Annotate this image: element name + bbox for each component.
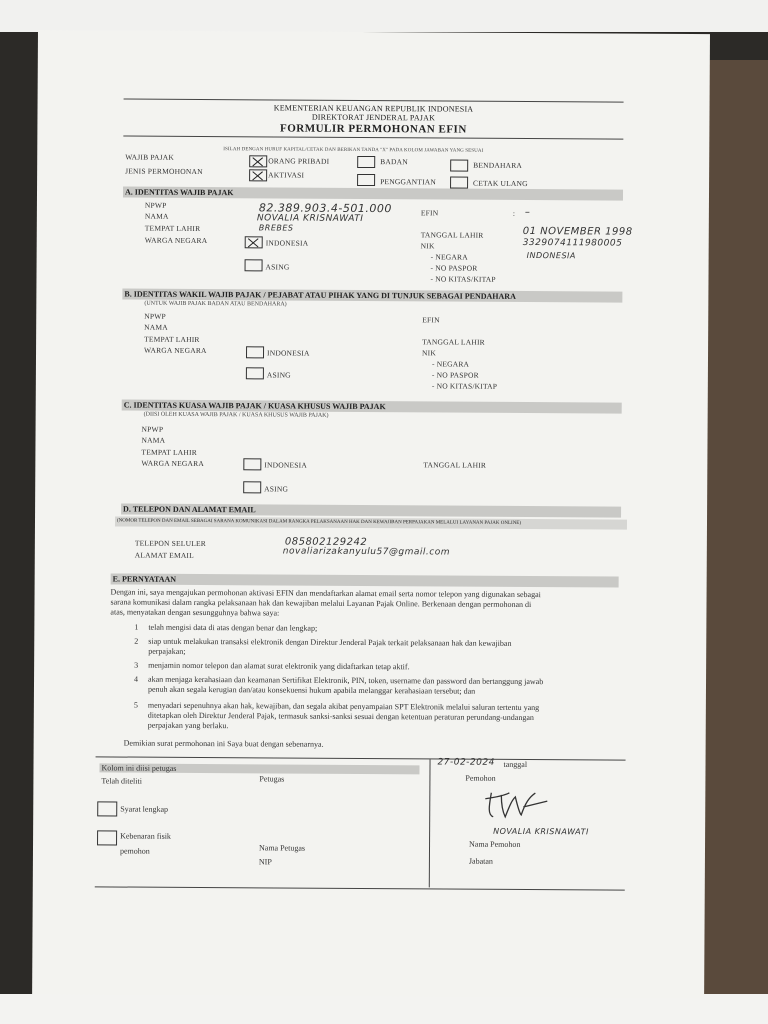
b-tempat-label: TEMPAT LAHIR: [144, 334, 200, 344]
orang-pribadi-checkbox[interactable]: [249, 155, 267, 167]
e-item-4-line-1: akan menjaga kerahasiaan dan keamanan Sertifikat Elektronik, PIN, token, username dan password dan bertanggung jawab: [148, 674, 544, 687]
a-tgl-value[interactable]: 01 NOVEMBER 1998: [522, 225, 633, 238]
b-nik-label: NIK: [422, 348, 436, 358]
penggantian-checkbox[interactable]: [357, 174, 375, 186]
section-c-title: C. IDENTITAS KUASA WAJIB PAJAK / KUASA KHUSUS WAJIB PAJAK: [122, 400, 622, 414]
nama-petugas-label: Nama Petugas: [258, 843, 306, 853]
badan-label: BADAN: [380, 157, 408, 167]
c-indonesia-label: INDONESIA: [264, 460, 308, 470]
aktivasi-checkbox[interactable]: [249, 169, 267, 181]
a-negara-label: - NEGARA: [430, 252, 468, 262]
e-item-2-line-2: perpajakan;: [148, 646, 186, 656]
kolom-petugas-label: Kolom ini diisi petugas: [101, 763, 177, 773]
e-item-3-line-1: menjamin nomor telepon dan alamat surat elektronik yang didaftarkan tetap aktif.: [148, 660, 410, 672]
d-tel-label: TELEPON SELULER: [134, 538, 207, 549]
a-paspor-label: - NO PASPOR: [430, 263, 478, 273]
e-item-number: 3: [134, 660, 139, 670]
a-nama-value[interactable]: NOVALIA KRISNAWATI: [256, 213, 364, 224]
b-negara-label: - NEGARA: [431, 359, 470, 369]
c-wn-label: WARGA NEGARA: [141, 458, 204, 469]
petugas-label: Petugas: [259, 774, 285, 784]
nama-pemohon-label: Nama Pemohon: [469, 839, 521, 849]
a-npwp-label: NPWP: [144, 200, 167, 210]
b-asing-label: ASING: [266, 370, 291, 380]
a-efin-colon: :: [512, 208, 516, 218]
bendahara-label: BENDAHARA: [473, 160, 523, 170]
a-kitas-label: - NO KITAS/KITAP: [430, 274, 496, 284]
e-intro-line-2: sarana komunikasi dalam rangka pelaksanaan hak dan kewajiban melalui Layanan Pajak Online. Berkenaan dengan permohonan di: [110, 597, 532, 610]
background-desk: [700, 60, 768, 1020]
c-tempat-label: TEMPAT LAHIR: [141, 447, 197, 457]
telah-diteliti-label: Telah diteliti: [101, 776, 142, 786]
syarat-lengkap-checkbox[interactable]: [97, 801, 117, 816]
cetak-ulang-checkbox[interactable]: [450, 177, 468, 189]
fill-instruction: ISILAH DENGAN HURUF KAPITAL/CETAK DAN BERIKAN TANDA "X" PADA KOLOM JAWABAN YANG SESUAI: [223, 147, 484, 154]
a-wn-label: WARGA NEGARA: [144, 235, 208, 246]
section-c-subtitle: (DIISI OLEH KUASA WAJIB PAJAK / KUASA KHUSUS WAJIB PAJAK): [143, 411, 329, 419]
pemohon-fisik-label: pemohon: [119, 846, 150, 856]
kebenaran-fisik-checkbox[interactable]: [97, 830, 117, 845]
badan-checkbox[interactable]: [357, 156, 375, 168]
section-b-subtitle: (UNTUK WAJIB PAJAK BADAN ATAU BENDAHARA): [144, 300, 287, 308]
c-indonesia-checkbox[interactable]: [243, 458, 261, 470]
kebenaran-fisik-label: Kebenaran fisik: [120, 831, 171, 841]
a-asing-label: ASING: [265, 262, 290, 272]
a-indonesia-checkbox[interactable]: [245, 236, 263, 248]
c-asing-label: ASING: [264, 484, 289, 494]
b-indonesia-checkbox[interactable]: [246, 346, 264, 358]
e-closing: Demikian surat permohonan ini Saya buat dengan sebenarnya.: [123, 738, 324, 749]
a-npwp-value[interactable]: 82.389.903.4-501.000: [258, 201, 392, 216]
e-item-5-line-3: perpajakan yang berlaku.: [147, 720, 229, 731]
a-tempat-label: TEMPAT LAHIR: [144, 223, 201, 233]
background-top: [0, 0, 768, 32]
e-item-4-line-2: penuh akan segala kerugian dan/atau konsekuensi hukum apabila melanggar kerahasiaan tersebut; dan: [147, 684, 476, 696]
penggantian-label: PENGGANTIAN: [380, 177, 437, 187]
orang-pribadi-label: ORANG PRIBADI: [268, 156, 330, 166]
footer-bottom-rule: [95, 886, 625, 890]
tanggal-label: tanggal: [503, 759, 528, 770]
b-npwp-label: NPWP: [144, 311, 166, 321]
a-asing-checkbox[interactable]: [245, 259, 263, 271]
bendahara-checkbox[interactable]: [450, 160, 468, 172]
footer-top-rule: [96, 756, 626, 760]
form-title: FORMULIR PERMOHONAN EFIN: [279, 122, 467, 136]
e-item-5-line-2: ditetapkan oleh Direktur Jenderal Pajak, termasuk sanksi-sanksi sesuai dengan ketentuan peraturan perundang-undangan: [147, 710, 534, 723]
directorate-name: DIREKTORAT JENDERAL PAJAK: [311, 112, 436, 123]
d-email-value[interactable]: novaliarizakanyulu57@gmail.com: [282, 546, 451, 558]
a-tgl-label: TANGGAL LAHIR: [420, 230, 484, 240]
a-efin-label: EFIN: [420, 208, 439, 218]
title-rule: [123, 136, 623, 140]
footer-divider: [429, 759, 431, 887]
signer-name[interactable]: NOVALIA KRISNAWATI: [493, 826, 589, 837]
e-item-number: 4: [134, 674, 139, 684]
a-efin-value[interactable]: –: [524, 206, 531, 219]
section-d-subtitle: (NOMOR TELEPON DAN EMAIL SEBAGAI SARANA KOMUNIKASI DALAM RANGKA PELAKSANAAN HAK DAN KEWAJIBAN PERPAJAKAN MELALUI LAYANAN PAJAK ONLINE): [115, 516, 627, 529]
e-item-1-line-1: telah mengisi data di atas dengan benar dan lengkap;: [148, 622, 318, 633]
b-indonesia-label: INDONESIA: [267, 348, 310, 358]
form-paper: [32, 30, 710, 998]
wajib-pajak-label: WAJIB PAJAK: [125, 152, 175, 162]
c-npwp-label: NPWP: [141, 424, 164, 434]
signature-graphic: [479, 785, 559, 825]
e-intro-line-3: atas, menyatakan dengan sesungguhnya bahwa saya:: [110, 607, 280, 618]
pemohon-label: Pemohon: [465, 773, 496, 783]
e-item-5-line-1: menyadari sepenuhnya akan hak, kewajiban, dan segala akibat penyampaian SPT Elektronik melalui saluran tertentu yang: [147, 700, 540, 713]
e-item-number: 1: [134, 622, 139, 632]
submission-date[interactable]: 27-02-2024: [437, 757, 495, 768]
a-nama-label: NAMA: [144, 211, 169, 221]
b-kitas-label: - NO KITAS/KITAP: [431, 381, 498, 391]
b-asing-checkbox[interactable]: [246, 367, 264, 379]
jabatan-label: Jabatan: [468, 856, 493, 866]
section-a-title: A. IDENTITAS WAJIB PAJAK: [123, 187, 623, 201]
a-nik-value[interactable]: 3329074111980005: [522, 237, 623, 249]
a-nik-label: NIK: [420, 241, 435, 251]
b-efin-label: EFIN: [422, 315, 440, 325]
d-email-label: ALAMAT EMAIL: [134, 550, 194, 560]
e-item-2-line-1: siap untuk melakukan transaksi elektronik dengan Direktur Jenderal Pajak terkait pelaksanaan hak dan kewajiban: [148, 636, 512, 648]
background-bottom: [0, 994, 768, 1024]
jenis-permohonan-label: JENIS PERMOHONAN: [125, 166, 203, 177]
b-paspor-label: - NO PASPOR: [431, 370, 479, 380]
c-nama-label: NAMA: [141, 435, 166, 445]
b-wn-label: WARGA NEGARA: [144, 345, 207, 356]
e-item-number: 2: [134, 636, 139, 646]
ministry-name: KEMENTERIAN KEUANGAN REPUBLIK INDONESIA: [273, 103, 474, 114]
e-item-number: 5: [133, 700, 138, 710]
section-b-title: B. IDENTITAS WAKIL WAJIB PAJAK / PEJABAT ATAU PIHAK YANG DI TUNJUK SEBAGAI PENDAHARA: [122, 289, 622, 303]
c-asing-checkbox[interactable]: [243, 481, 261, 493]
a-indonesia-label: INDONESIA: [265, 238, 309, 248]
nip-label: NIP: [258, 857, 272, 867]
top-rule: [124, 99, 624, 103]
cetak-ulang-label: CETAK ULANG: [473, 178, 528, 188]
d-tel-value[interactable]: 085802129242: [284, 536, 368, 549]
syarat-lengkap-label: Syarat lengkap: [120, 804, 169, 814]
a-tempat-value[interactable]: BREBES: [258, 223, 294, 233]
aktivasi-label: AKTIVASI: [268, 170, 305, 180]
b-nama-label: NAMA: [144, 322, 168, 332]
section-e-title: E. PERNYATAAN: [111, 573, 619, 587]
b-tgl-label: TANGGAL LAHIR: [422, 337, 485, 347]
e-intro-line-1: Dengan ini, saya mengajukan permohonan aktivasi EFIN dan mendaftarkan alamat email serta nomor telepon yang digunakan sebagai: [110, 587, 541, 600]
section-d-title: D. TELEPON DAN ALAMAT EMAIL: [121, 504, 621, 518]
a-negara-value[interactable]: INDONESIA: [526, 250, 576, 261]
c-tgl-label: TANGGAL LAHIR: [423, 460, 487, 470]
